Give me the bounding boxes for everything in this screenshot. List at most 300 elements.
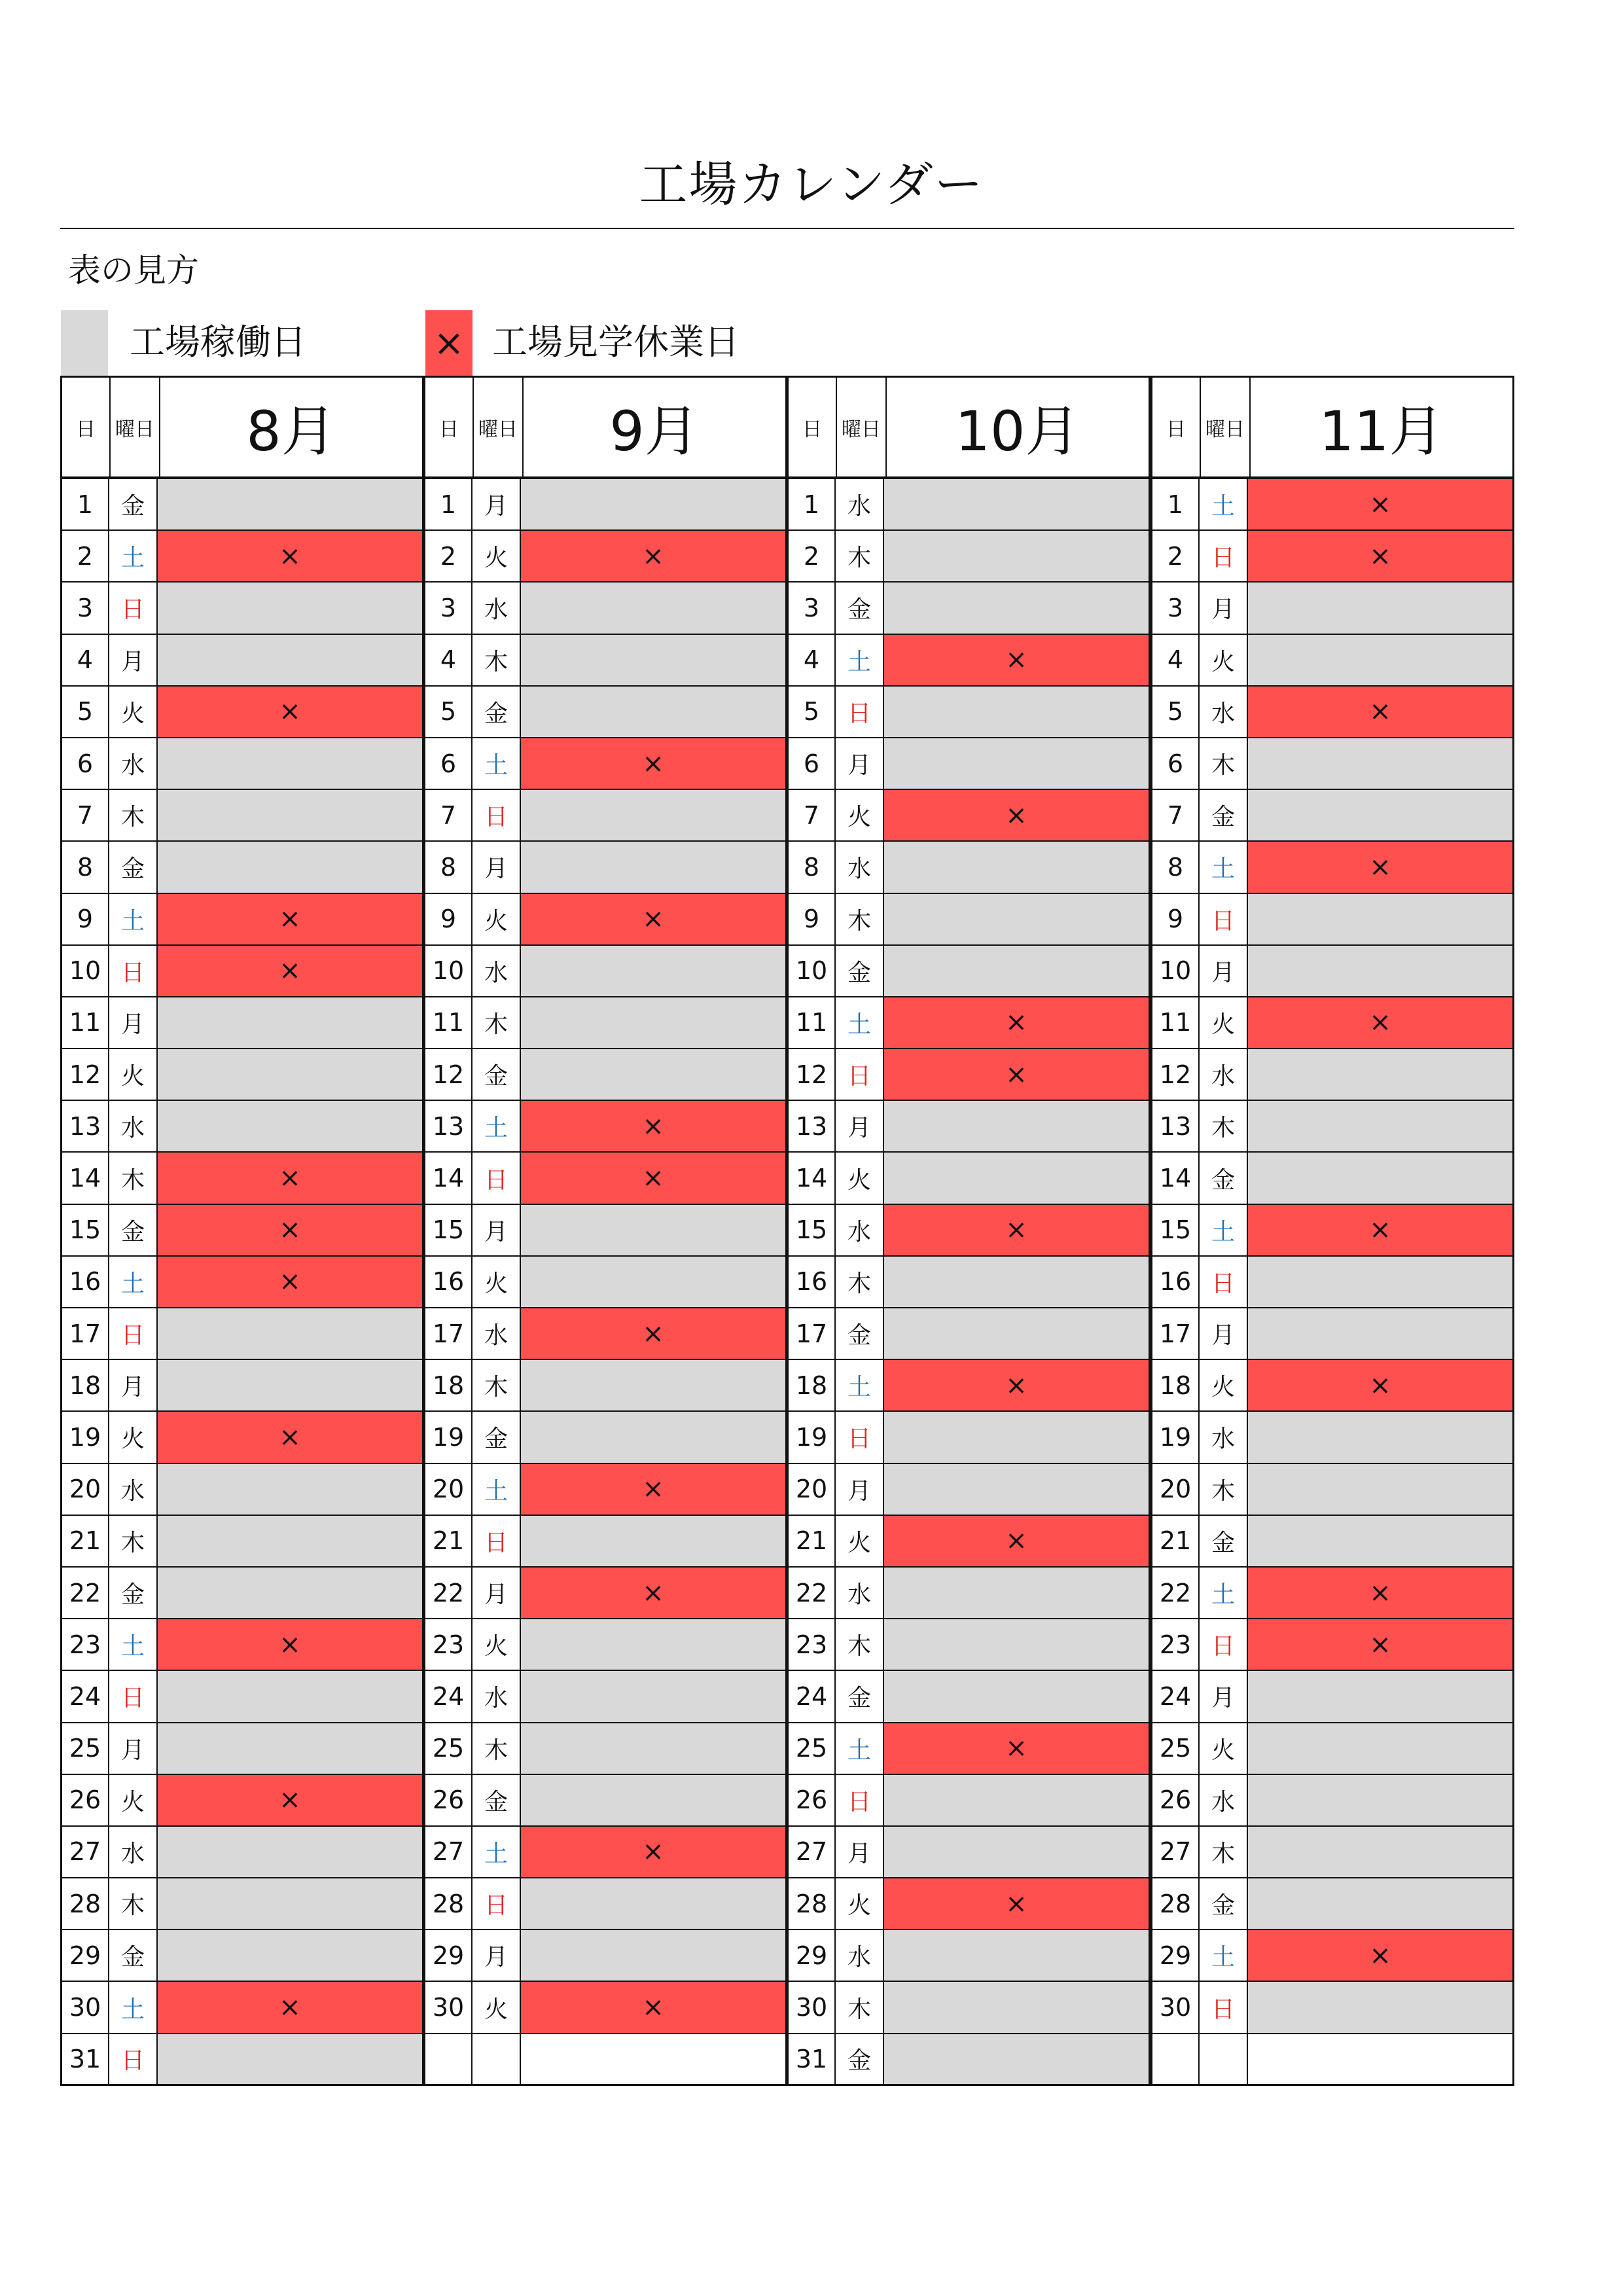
day-number: 15 (425, 1205, 473, 1255)
day-status (1248, 531, 1512, 581)
weekday: 月 (836, 1464, 884, 1515)
weekday: 火 (473, 1982, 521, 2032)
day-number: 28 (62, 1878, 109, 1929)
day-row (60, 1619, 424, 1671)
day-status (1248, 946, 1512, 996)
weekday: 日 (473, 1878, 521, 1929)
day-status (158, 1878, 422, 1929)
day-number: 6 (425, 738, 473, 789)
weekday (473, 2034, 521, 2084)
day-row (1150, 946, 1514, 997)
day-number: 9 (789, 894, 836, 944)
day-column-header: 日 (789, 378, 837, 476)
day-status (884, 1723, 1149, 1774)
day-row (787, 1101, 1150, 1153)
day-number: 29 (62, 1930, 109, 1981)
weekday: 月 (1200, 946, 1248, 996)
day-status (521, 1205, 785, 1255)
day-number: 24 (789, 1671, 836, 1721)
day-number: 12 (789, 1049, 836, 1100)
day-status (521, 1878, 785, 1929)
weekday: 土 (836, 1723, 884, 1774)
day-number: 25 (62, 1723, 109, 1774)
day-number: 30 (62, 1982, 109, 2032)
weekday: 火 (109, 1775, 158, 1825)
weekday: 水 (836, 842, 884, 892)
page-title: 工場カレンダー (639, 156, 984, 213)
day-row (60, 1775, 424, 1827)
day-number: 27 (425, 1827, 473, 1877)
day-number: 24 (425, 1671, 473, 1721)
day-number: 7 (1152, 790, 1200, 840)
legend-visit-swatch (425, 310, 473, 376)
weekday: 火 (836, 1878, 884, 1929)
day-status (521, 946, 785, 996)
day-status (158, 1619, 422, 1670)
day-row (1150, 1101, 1514, 1153)
day-number: 26 (1152, 1775, 1200, 1825)
day-number: 16 (1152, 1257, 1200, 1307)
day-status (521, 1671, 785, 1721)
day-status (1248, 1827, 1512, 1877)
legend-work-label: 工場稼働日 (130, 321, 306, 363)
day-status (1248, 738, 1512, 789)
day-row (423, 1930, 787, 1982)
day-status (521, 531, 785, 581)
day-status (1248, 1101, 1512, 1151)
weekday: 水 (1200, 1775, 1248, 1825)
day-number: 16 (425, 1257, 473, 1307)
day-column-header: 日 (1152, 378, 1201, 476)
day-number: 30 (425, 1982, 473, 2032)
day-row (423, 894, 787, 946)
day-number: 17 (425, 1308, 473, 1359)
day-row (787, 1568, 1150, 1619)
day-number: 18 (1152, 1360, 1200, 1410)
day-row (423, 946, 787, 997)
weekday: 水 (1200, 1049, 1248, 1100)
weekday: 水 (109, 1827, 158, 1877)
weekday: 日 (109, 1308, 158, 1359)
weekday: 月 (109, 635, 158, 685)
month-name: 9月 (609, 399, 700, 463)
day-row (423, 738, 787, 790)
weekday: 火 (473, 894, 521, 944)
day-row (423, 1827, 787, 1878)
day-row (1150, 1153, 1514, 1204)
weekday: 金 (473, 687, 521, 737)
weekday: 日 (109, 2034, 158, 2084)
day-status (1248, 1723, 1512, 1774)
weekday: 木 (109, 1516, 158, 1566)
day-number: 1 (1152, 479, 1200, 529)
weekday: 金 (836, 1308, 884, 1359)
day-number: 4 (425, 635, 473, 685)
day-row (787, 738, 1150, 790)
day-row (1150, 2034, 1514, 2086)
day-status (884, 479, 1149, 529)
day-status (884, 946, 1149, 996)
day-number: 23 (62, 1619, 109, 1670)
day-number: 20 (1152, 1464, 1200, 1515)
day-row (423, 1619, 787, 1671)
x-mark-icon: × (279, 1266, 301, 1297)
day-number: 13 (62, 1101, 109, 1151)
weekday: 月 (109, 1360, 158, 1410)
day-status (158, 1101, 422, 1151)
day-number: 18 (425, 1360, 473, 1410)
weekday: 日 (1200, 531, 1248, 581)
month-header (60, 376, 424, 479)
day-row (787, 583, 1150, 634)
day-row (60, 1671, 424, 1723)
day-number: 23 (1152, 1619, 1200, 1670)
day-number: 20 (425, 1464, 473, 1515)
day-row (423, 1153, 787, 1204)
month-name: 8月 (246, 399, 336, 463)
day-row (60, 1982, 424, 2034)
day-number: 1 (789, 479, 836, 529)
day-number: 3 (62, 583, 109, 633)
day-number: 4 (789, 635, 836, 685)
day-number: 21 (789, 1516, 836, 1566)
day-number: 29 (1152, 1930, 1200, 1981)
x-mark-icon: × (1369, 1940, 1391, 1971)
day-row (60, 894, 424, 946)
day-row (60, 1205, 424, 1257)
month-block (60, 376, 424, 2087)
weekday: 土 (1200, 1205, 1248, 1255)
day-status (158, 1723, 422, 1774)
weekday: 日 (1200, 894, 1248, 944)
day-row (787, 1671, 1150, 1723)
weekday: 木 (109, 790, 158, 840)
weekday: 土 (109, 1257, 158, 1307)
day-row (1150, 1827, 1514, 1878)
day-status (1248, 1205, 1512, 1255)
weekday: 火 (109, 1412, 158, 1462)
weekday: 月 (1200, 1671, 1248, 1721)
month-block (1150, 376, 1514, 2087)
weekday: 日 (473, 1153, 521, 1203)
weekday: 火 (836, 1153, 884, 1203)
day-number: 6 (62, 738, 109, 789)
day-status (1248, 583, 1512, 633)
x-mark-icon: × (642, 1577, 664, 1608)
day-status (1248, 1568, 1512, 1618)
weekday: 木 (836, 894, 884, 944)
day-status (1248, 1049, 1512, 1100)
x-mark-icon: × (279, 696, 301, 727)
day-row (423, 790, 787, 842)
day-row (1150, 1516, 1514, 1568)
weekday: 水 (109, 1101, 158, 1151)
day-row (423, 1568, 787, 1619)
day-number: 21 (425, 1516, 473, 1566)
day-status (884, 1464, 1149, 1515)
day-row (787, 687, 1150, 738)
day-status (521, 1723, 785, 1774)
day-row (1150, 1619, 1514, 1671)
day-status (521, 1360, 785, 1410)
day-row (787, 1516, 1150, 1568)
day-status (521, 842, 785, 892)
day-row (1150, 790, 1514, 842)
day-status (158, 790, 422, 840)
x-mark-icon: × (279, 541, 301, 571)
day-number: 25 (425, 1723, 473, 1774)
day-row (423, 583, 787, 634)
day-number: 9 (1152, 894, 1200, 944)
weekday: 月 (1200, 1308, 1248, 1359)
x-mark-icon: × (642, 541, 664, 571)
day-status (521, 1412, 785, 1462)
day-status (158, 1308, 422, 1359)
weekday: 金 (836, 583, 884, 633)
x-mark-icon: × (1369, 852, 1391, 882)
day-number: 26 (789, 1775, 836, 1825)
weekday: 月 (473, 479, 521, 529)
weekday: 金 (1200, 1153, 1248, 1203)
day-row (60, 583, 424, 634)
day-status (884, 1827, 1149, 1877)
x-mark-icon: × (1369, 696, 1391, 727)
day-status (1248, 1153, 1512, 1203)
day-number: 2 (62, 531, 109, 581)
weekday: 月 (836, 738, 884, 789)
day-row (60, 531, 424, 583)
weekday: 火 (836, 790, 884, 840)
day-number: 8 (789, 842, 836, 892)
day-row (787, 1878, 1150, 1930)
day-number: 30 (1152, 1982, 1200, 2032)
day-status (521, 583, 785, 633)
day-row (423, 2034, 787, 2086)
legend-work-swatch (61, 310, 108, 376)
day-row (1150, 1930, 1514, 1982)
day-number: 14 (62, 1153, 109, 1203)
weekday: 土 (473, 1827, 521, 1877)
day-status (884, 2034, 1149, 2084)
weekday: 木 (836, 1257, 884, 1307)
day-number: 20 (789, 1464, 836, 1515)
day-row (1150, 1205, 1514, 1257)
weekday: 土 (109, 1982, 158, 2032)
day-status (1248, 1775, 1512, 1825)
day-row (423, 1671, 787, 1723)
day-status (158, 1671, 422, 1721)
weekday: 金 (109, 1930, 158, 1981)
day-row (787, 635, 1150, 687)
day-number: 23 (789, 1619, 836, 1670)
day-row (423, 1360, 787, 1412)
weekday: 木 (109, 1153, 158, 1203)
day-number: 15 (1152, 1205, 1200, 1255)
weekday: 木 (473, 997, 521, 1048)
day-row (60, 1930, 424, 1982)
day-status (158, 946, 422, 996)
day-row (1150, 738, 1514, 790)
weekday: 日 (473, 1516, 521, 1566)
day-row (787, 1049, 1150, 1101)
day-number: 13 (1152, 1101, 1200, 1151)
day-number: 29 (425, 1930, 473, 1981)
weekday: 日 (1200, 1619, 1248, 1670)
weekday: 木 (836, 1619, 884, 1670)
weekday: 木 (1200, 1101, 1248, 1151)
day-number: 26 (425, 1775, 473, 1825)
day-number (1152, 2034, 1200, 2084)
day-status (884, 1257, 1149, 1307)
day-number: 14 (1152, 1153, 1200, 1203)
day-row (60, 1308, 424, 1360)
weekday: 金 (836, 2034, 884, 2084)
day-row (1150, 1568, 1514, 1619)
weekday: 水 (836, 1568, 884, 1618)
day-status (1248, 997, 1512, 1048)
weekday: 火 (1200, 1360, 1248, 1410)
day-row (1150, 531, 1514, 583)
day-number: 3 (789, 583, 836, 633)
day-status (884, 1878, 1149, 1929)
day-number: 2 (1152, 531, 1200, 581)
day-number: 4 (62, 635, 109, 685)
day-number: 2 (425, 531, 473, 581)
day-row (1150, 1464, 1514, 1516)
day-status (158, 894, 422, 944)
day-status (158, 1516, 422, 1566)
weekday: 日 (109, 583, 158, 633)
day-row (787, 1257, 1150, 1308)
day-row (423, 1308, 787, 1360)
day-status (158, 687, 422, 737)
x-mark-icon: × (279, 904, 301, 935)
day-row (423, 1775, 787, 1827)
day-number: 27 (1152, 1827, 1200, 1877)
day-row (787, 894, 1150, 946)
day-row (787, 1930, 1150, 1982)
day-status (1248, 1464, 1512, 1515)
weekday: 水 (473, 1308, 521, 1359)
day-number: 23 (425, 1619, 473, 1670)
day-number: 26 (62, 1775, 109, 1825)
day-status (884, 1308, 1149, 1359)
day-status (521, 635, 785, 685)
day-row (1150, 894, 1514, 946)
x-mark-icon: × (642, 748, 664, 779)
weekday: 月 (109, 1723, 158, 1774)
x-mark-icon: × (1005, 1007, 1027, 1038)
day-status (521, 1257, 785, 1307)
day-number: 4 (1152, 635, 1200, 685)
day-row (60, 1257, 424, 1308)
day-row (1150, 479, 1514, 531)
day-row (60, 1878, 424, 1930)
day-number: 19 (789, 1412, 836, 1462)
x-mark-icon: × (642, 1992, 664, 2023)
day-status (884, 1982, 1149, 2032)
day-status (158, 738, 422, 789)
day-status (158, 1568, 422, 1618)
weekday: 日 (836, 1775, 884, 1825)
day-status (521, 1516, 785, 1566)
legend-x-mark-icon: × (433, 321, 465, 365)
x-mark-icon: × (1369, 1577, 1391, 1608)
day-row (423, 1049, 787, 1101)
x-mark-icon: × (1369, 1629, 1391, 1660)
day-number: 1 (425, 479, 473, 529)
day-number: 22 (425, 1568, 473, 1618)
day-row (1150, 1360, 1514, 1412)
day-status (884, 583, 1149, 633)
day-status (1248, 1982, 1512, 2032)
weekday: 木 (836, 531, 884, 581)
day-row (60, 842, 424, 893)
day-number: 18 (62, 1360, 109, 1410)
day-row (1150, 687, 1514, 738)
day-status (521, 1775, 785, 1825)
day-row (787, 1412, 1150, 1463)
weekday-column-header: 曜日 (837, 378, 887, 476)
day-number: 11 (425, 997, 473, 1048)
day-status (158, 1412, 422, 1462)
weekday: 金 (1200, 1516, 1248, 1566)
weekday: 火 (473, 1257, 521, 1307)
day-number: 5 (1152, 687, 1200, 737)
day-status (521, 687, 785, 737)
weekday: 日 (109, 946, 158, 996)
day-status (1248, 1671, 1512, 1721)
day-row (423, 687, 787, 738)
day-number: 15 (789, 1205, 836, 1255)
day-number: 12 (425, 1049, 473, 1100)
day-row (423, 1412, 787, 1463)
day-status (884, 635, 1149, 685)
weekday: 金 (1200, 790, 1248, 840)
x-mark-icon: × (279, 1422, 301, 1452)
x-mark-icon: × (642, 1318, 664, 1349)
weekday: 木 (1200, 738, 1248, 789)
day-status (884, 687, 1149, 737)
weekday: 土 (1200, 1568, 1248, 1618)
day-number: 13 (425, 1101, 473, 1151)
weekday: 火 (473, 531, 521, 581)
day-status (158, 1153, 422, 1203)
day-number: 19 (62, 1412, 109, 1462)
day-row (423, 1464, 787, 1516)
day-status (1248, 479, 1512, 529)
day-row (787, 842, 1150, 893)
day-row (787, 790, 1150, 842)
weekday: 金 (109, 1205, 158, 1255)
day-status (884, 790, 1149, 840)
month-header (423, 376, 787, 479)
day-row (423, 531, 787, 583)
day-status (521, 1568, 785, 1618)
day-row (787, 1982, 1150, 2034)
day-number: 19 (425, 1412, 473, 1462)
weekday: 金 (109, 479, 158, 529)
weekday: 日 (1200, 1982, 1248, 2032)
weekday: 土 (1200, 479, 1248, 529)
day-number: 14 (425, 1153, 473, 1203)
day-number: 11 (62, 997, 109, 1048)
x-mark-icon: × (642, 904, 664, 935)
day-number: 5 (62, 687, 109, 737)
day-status (158, 1930, 422, 1981)
day-status (884, 1619, 1149, 1670)
day-row (787, 997, 1150, 1049)
